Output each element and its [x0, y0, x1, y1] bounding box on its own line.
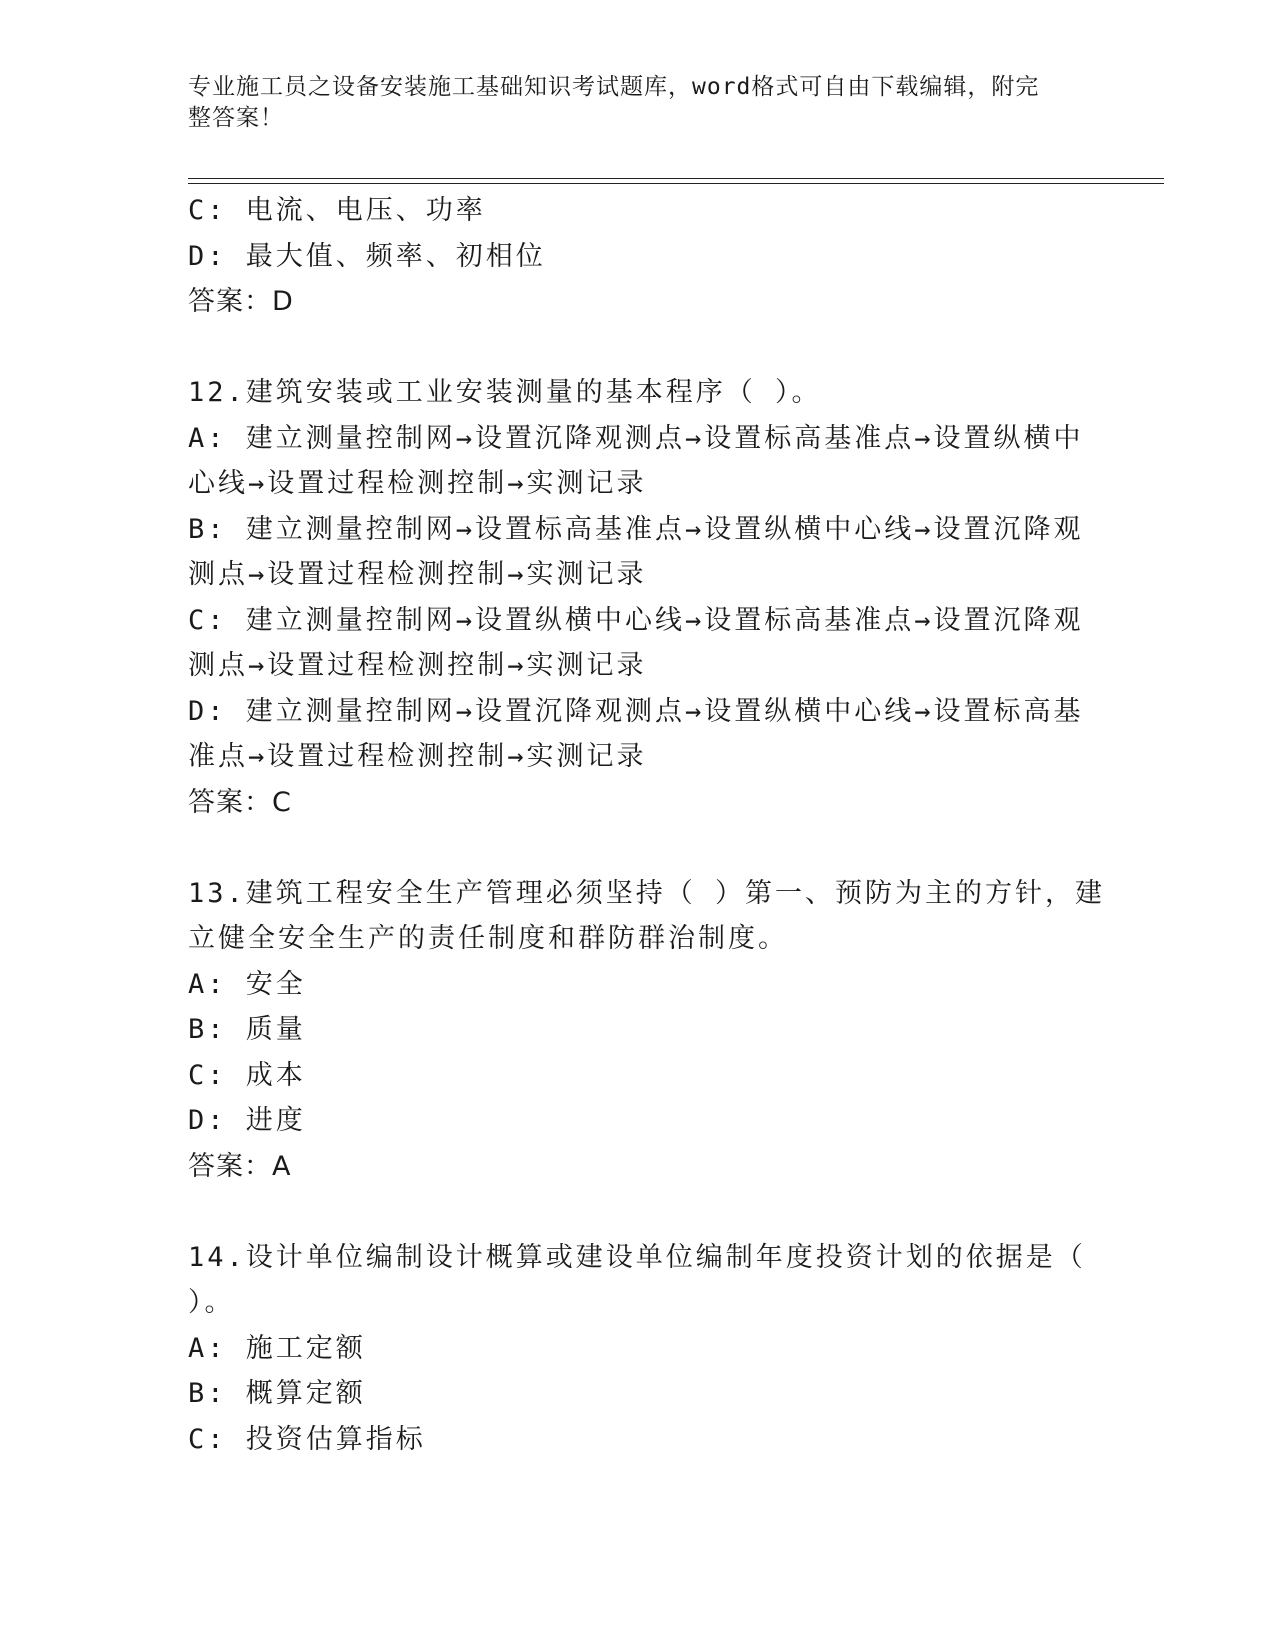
question-stem: 13.建筑工程安全生产管理必须坚持（ ）第一、预防为主的方针，建: [188, 877, 1106, 909]
question-11-tail: [188, 188, 1088, 325]
answer: 答案：C: [188, 786, 292, 818]
header-line-1: 专业施工员之设备安装施工基础知识考试题库，word格式可自由下载编辑，附完: [188, 74, 1040, 100]
option-c: C: 电流、电压、功率: [188, 195, 486, 226]
answer: 答案：D: [188, 286, 294, 317]
option-a: A: 安全: [188, 968, 306, 1000]
question-stem: 14.设计单位编制设计概算或建设单位编制年度投资计划的依据是（: [188, 1241, 1086, 1273]
question-stem-cont: ）。: [188, 1287, 235, 1318]
option-c: C: 建立测量控制网→设置纵横中心线→设置标高基准点→设置沉降观: [188, 604, 1084, 636]
option-c-cont: 测点→设置过程检测控制→实测记录: [188, 650, 647, 681]
option-a: A: 施工定额: [188, 1332, 366, 1364]
spacer: [188, 825, 1088, 871]
question-stem: 12.建筑安装或工业安装测量的基本程序（ ）。: [188, 377, 822, 408]
option-c: C: 成本: [188, 1059, 306, 1091]
option-a: A: 建立测量控制网→设置沉降观测点→设置标高基准点→设置纵横中: [188, 422, 1084, 454]
option-b: B: 质量: [188, 1014, 306, 1045]
option-d: D: 建立测量控制网→设置沉降观测点→设置纵横中心线→设置标高基: [188, 695, 1084, 727]
option-d: D: 最大值、频率、初相位: [188, 240, 546, 272]
option-a-cont: 心线→设置过程检测控制→实测记录: [188, 468, 647, 499]
question-stem-cont: 立健全安全生产的责任制度和群防群治制度。: [188, 923, 788, 954]
header-line-2: 整答案！: [188, 105, 284, 131]
spacer: [188, 325, 1088, 371]
question-list: [188, 188, 1106, 1462]
header-divider: [188, 178, 1164, 184]
option-b-cont: 测点→设置过程检测控制→实测记录: [188, 559, 647, 590]
answer: 答案：A: [188, 1150, 292, 1182]
option-d-cont: 准点→设置过程检测控制→实测记录: [188, 741, 647, 772]
question-14: [188, 1235, 1088, 1463]
spacer: [188, 1189, 1088, 1235]
option-b: B: 概算定额: [188, 1378, 366, 1409]
question-13: [188, 871, 1106, 1190]
question-12: [188, 370, 1088, 825]
option-b: B: 建立测量控制网→设置标高基准点→设置纵横中心线→设置沉降观: [188, 513, 1084, 545]
option-d: D: 进度: [188, 1105, 306, 1136]
document-header: [188, 72, 1068, 134]
option-c: C: 投资估算指标: [188, 1423, 426, 1455]
